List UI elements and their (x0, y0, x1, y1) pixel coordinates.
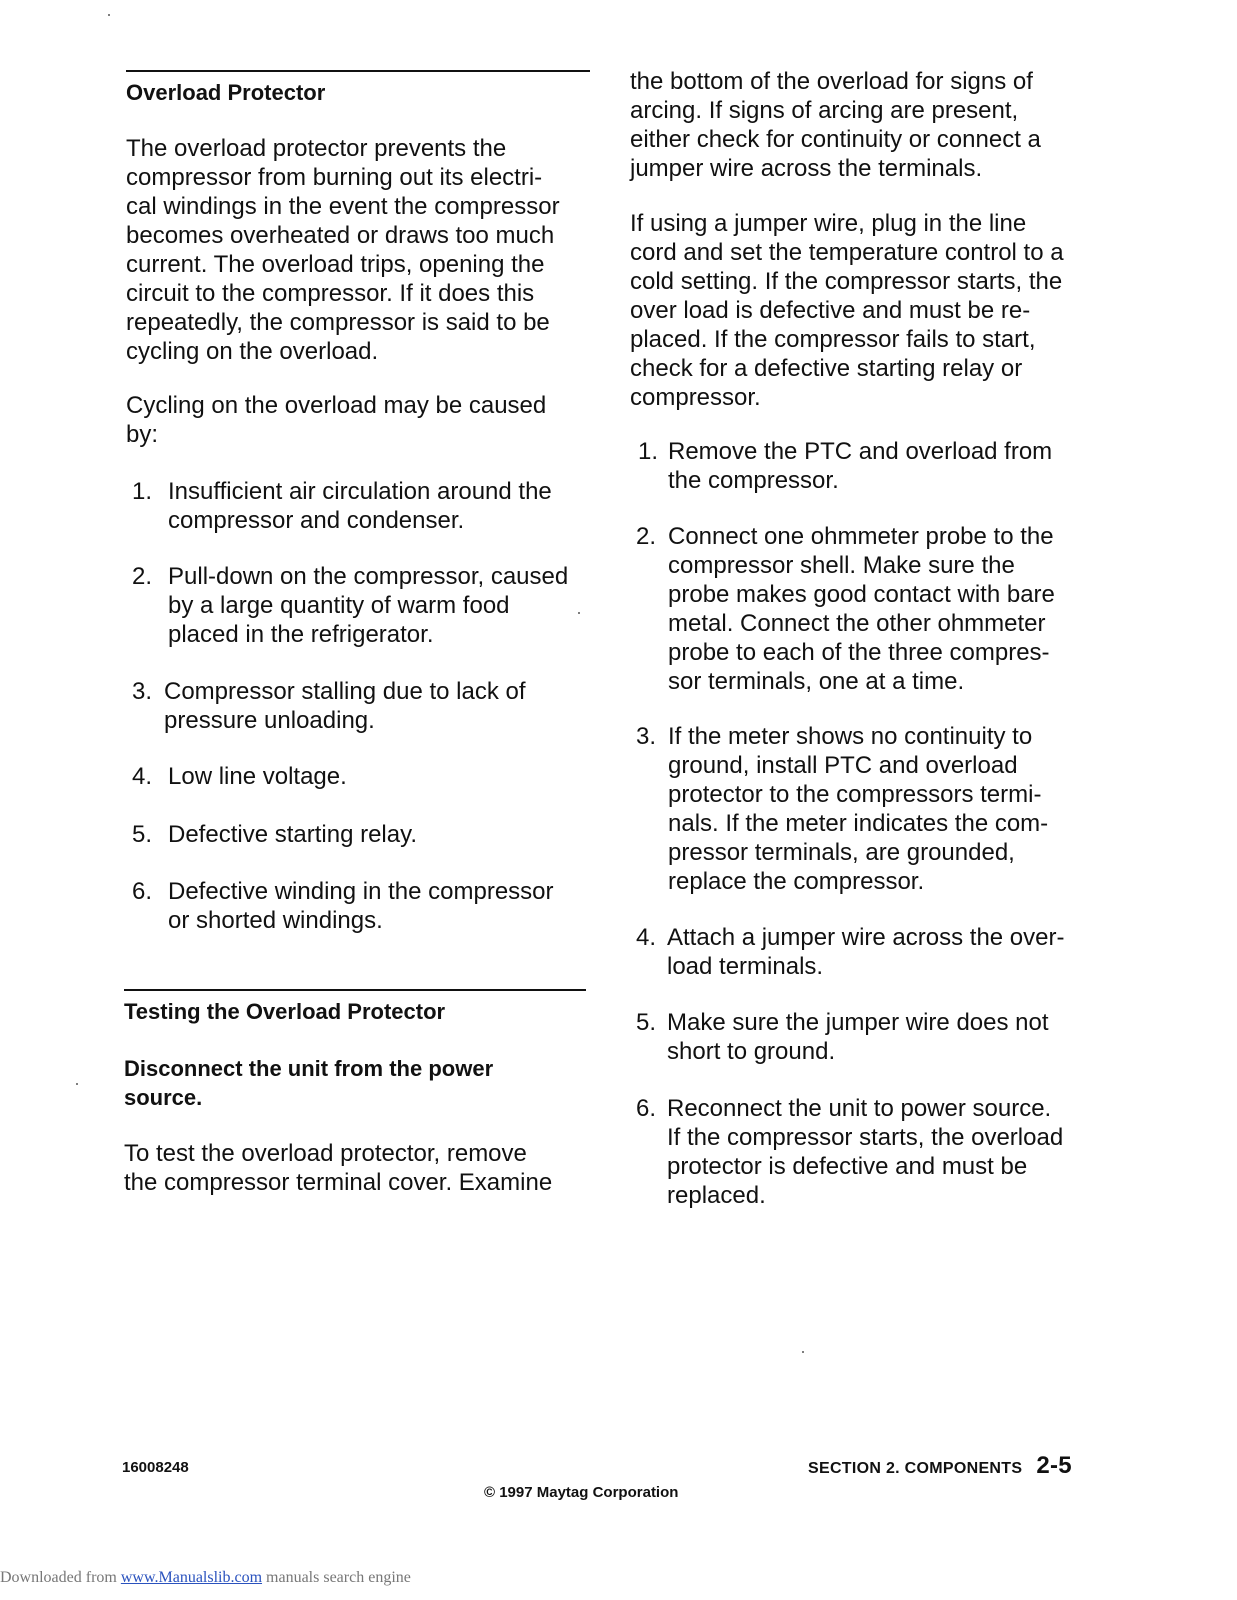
page-number: 2-5 (1036, 1452, 1072, 1479)
list-number: 2. (132, 563, 153, 590)
section-rule-top (126, 70, 590, 72)
list-text: Defective winding in the compressor or shorted windings. (168, 878, 554, 934)
list-text: Low line voltage. (168, 763, 347, 790)
download-suffix: manuals search engine (262, 1569, 411, 1586)
list-text: Remove the PTC and overload from the compressor. (668, 438, 1053, 494)
list-text: Pull-down on the compressor, caused by a large quantity of warm food placed in the refrigerator. (168, 563, 569, 648)
list-text: Connect one ohmmeter probe to the compressor shell. Make sure the probe makes good contact with bare metal. Connect the other ohmmeter probe to each of the three compres- sor terminals, one at a time. (668, 523, 1055, 695)
copyright-notice: © 1997 Maytag Corporation (484, 1484, 679, 1501)
list-text: Attach a jumper wire across the over- load terminals. (667, 924, 1065, 980)
list-number: 6. (636, 1095, 657, 1122)
cycling-paragraph: Cycling on the overload may be caused by: (126, 392, 547, 448)
list-text: Reconnect the unit to power source. If the compressor starts, the overload protector is defective and must be replaced. (667, 1095, 1064, 1209)
manualslib-link[interactable]: www.Manualslib.com (120, 1569, 263, 1586)
download-notice (0, 1569, 411, 1587)
scan-speck (76, 1083, 78, 1085)
list-number: 5. (132, 821, 153, 848)
warning-disconnect: Disconnect the unit from the power source. (124, 1056, 494, 1110)
scan-speck (802, 1351, 804, 1353)
list-text: Insufficient air circulation around the compressor and condenser. (168, 478, 552, 534)
list-number: 6. (132, 878, 153, 905)
heading-testing-overload: Testing the Overload Protector (124, 999, 446, 1024)
scan-speck (108, 14, 110, 16)
download-prefix: Downloaded from (0, 1569, 121, 1586)
continued-paragraph: the bottom of the overload for signs of arcing. If signs of arcing are present, either check for continuity or connect a jumper wire across the terminals. (630, 68, 1041, 182)
list-text: Make sure the jumper wire does not short to ground. (667, 1009, 1049, 1065)
list-number: 1. (132, 478, 153, 505)
list-number: 1. (638, 438, 659, 465)
list-number: 3. (636, 723, 657, 750)
list-number: 4. (132, 763, 153, 790)
list-number: 3. (132, 678, 153, 705)
list-number: 4. (636, 924, 657, 951)
section-rule-testing (124, 989, 586, 991)
intro-paragraph: The overload protector prevents the compressor from burning out its electri- cal windings in the event the compressor becomes overheated or draws too much current. The overload trips, opening the circuit to the compressor. If it does this repeatedly, the compressor is said to be cycling on the overload. (126, 135, 560, 365)
list-text: Defective starting relay. (168, 821, 417, 848)
list-text: Compressor stalling due to lack of pressure unloading. (164, 678, 526, 734)
list-text: If the meter shows no continuity to ground, install PTC and overload protector to the compressors termi- nals. If the meter indicates the com- pressor terminals, are grounded, replace the compressor. (668, 723, 1049, 895)
section-footer (808, 1452, 1072, 1480)
scan-speck (578, 612, 580, 614)
heading-overload-protector: Overload Protector (126, 80, 326, 105)
document-number: 16008248 (122, 1459, 189, 1476)
section-label: SECTION 2. COMPONENTS (808, 1460, 1023, 1477)
jumper-paragraph: If using a jumper wire, plug in the line cord and set the temperature control to a cold setting. If the compressor starts, the over load is defective and must be re- placed. If the compressor fails to start, check for a defective starting relay or compressor. (630, 210, 1064, 411)
list-number: 2. (636, 523, 657, 550)
list-number: 5. (636, 1009, 657, 1036)
test-intro-paragraph: To test the overload protector, remove the compressor terminal cover. Examine (124, 1140, 553, 1196)
